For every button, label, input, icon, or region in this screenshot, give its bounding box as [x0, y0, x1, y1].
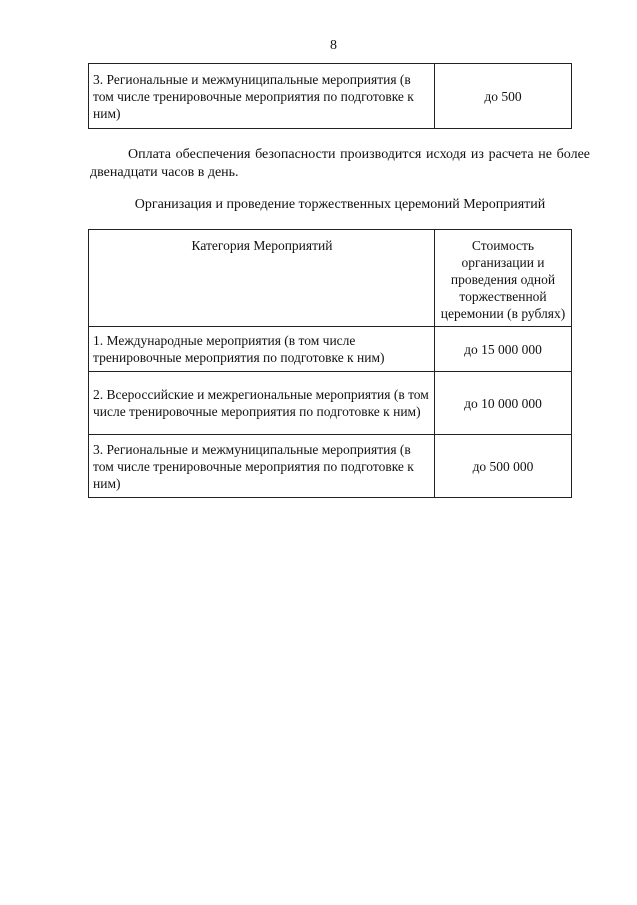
security-payment-paragraph: Оплата обеспечения безопасности производится исходя из расчета не более двенадцати часов в день.: [90, 147, 590, 180]
ceremony-cost-table: [88, 229, 572, 498]
category-cell: 3. Региональные и межмуниципальные мероприятия (в том числе тренировочные мероприятия по подготовке к ним): [89, 64, 435, 129]
header-category-cell: Категория Мероприятий: [89, 230, 435, 327]
section-heading: Организация и проведение торжественных церемоний Мероприятий: [134, 197, 546, 212]
category-cell: 3. Региональные и межмуниципальные мероприятия (в том числе тренировочные мероприятия по подготовке к ним): [89, 435, 435, 498]
cost-cell: до 10 000 000: [435, 372, 572, 435]
table-row: [89, 435, 572, 498]
table-row: [89, 64, 572, 129]
page-number: 8: [330, 38, 337, 53]
category-cell: 1. Международные мероприятия (в том числе тренировочные мероприятия по подготовке к ним): [89, 327, 435, 372]
table-row: [89, 372, 572, 435]
cost-cell: до 500 000: [435, 435, 572, 498]
category-cell: 2. Всероссийские и межрегиональные мероприятия (в том числе тренировочные мероприятия по подготовке к ним): [89, 372, 435, 435]
cost-cell: до 15 000 000: [435, 327, 572, 372]
table-header-row: [89, 230, 572, 327]
header-cost-cell: Стоимость организации и проведения одной торжественной церемонии (в рублях): [435, 230, 572, 327]
table-row: [89, 327, 572, 372]
cost-cell: до 500: [435, 64, 572, 129]
top-cost-table: [88, 63, 572, 129]
